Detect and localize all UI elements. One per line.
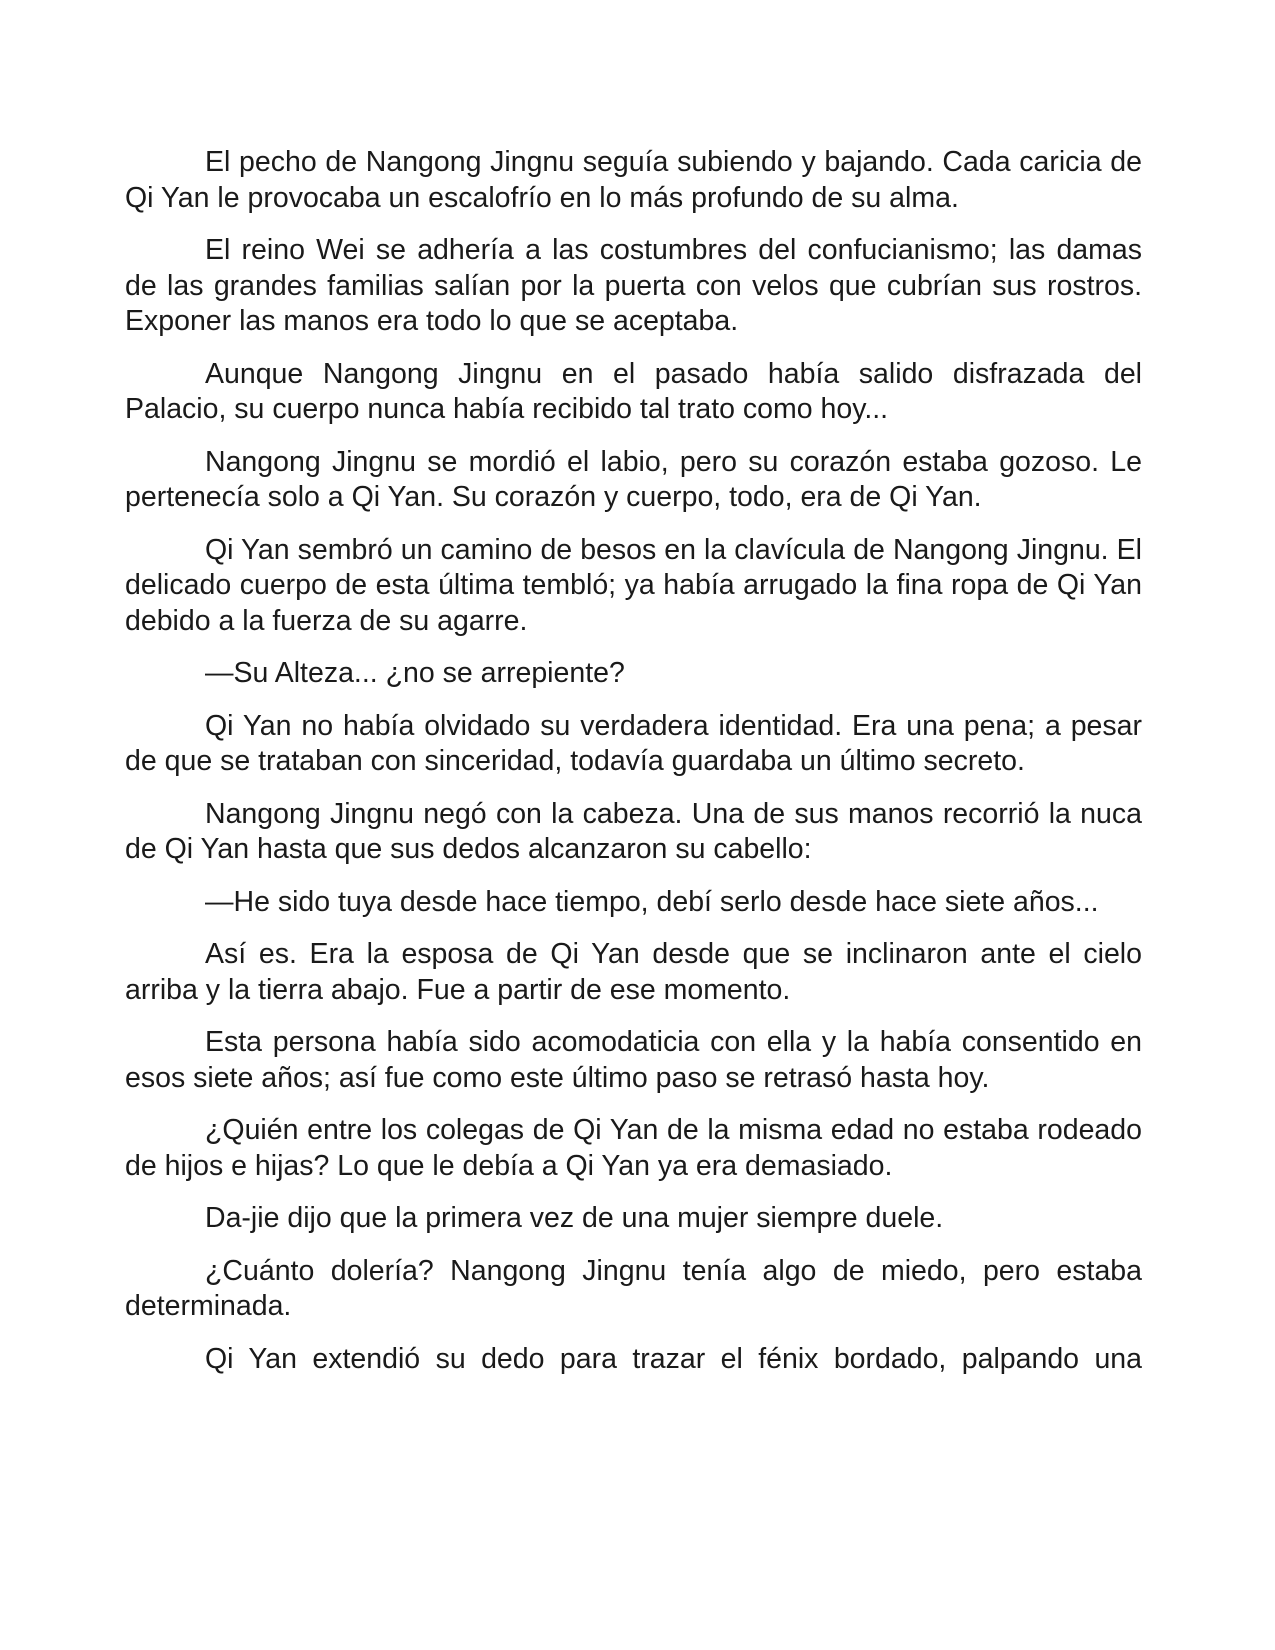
paragraph: El pecho de Nangong Jingnu seguía subiendo y bajando. Cada caricia de Qi Yan le provocaba un escalofrío en lo más profundo de su alma. bbox=[125, 146, 1142, 214]
paragraph: Qi Yan no había olvidado su verdadera identidad. Era una pena; a pesar de que se trataban con sinceridad, todavía guardaba un último secreto. bbox=[125, 709, 1142, 777]
paragraph: Nangong Jingnu se mordió el labio, pero su corazón estaba gozoso. Le pertenecía solo a Qi Yan. Su corazón y cuerpo, todo, era de Qi Yan. bbox=[125, 445, 1142, 513]
dialogue-paragraph: —Su Alteza... ¿no se arrepiente? bbox=[205, 657, 625, 689]
paragraph: Esta persona había sido acomodaticia con ella y la había consentido en esos siete años; así fue como este último paso se retrasó hasta hoy. bbox=[125, 1026, 1142, 1094]
paragraph: Da-jie dijo que la primera vez de una mujer siempre duele. bbox=[205, 1202, 944, 1234]
paragraph: Así es. Era la esposa de Qi Yan desde que se inclinaron ante el cielo arriba y la tierra abajo. Fue a partir de ese momento. bbox=[125, 938, 1142, 1006]
paragraph: Qi Yan extendió su dedo para trazar el fénix bordado, palpando una bbox=[205, 1342, 1142, 1375]
paragraph: ¿Quién entre los colegas de Qi Yan de la misma edad no estaba rodeado de hijos e hijas? Lo que le debía a Qi Yan ya era demasiado. bbox=[125, 1114, 1142, 1182]
paragraph: Aunque Nangong Jingnu en el pasado había salido disfrazada del Palacio, su cuerpo nunca había recibido tal trato como hoy... bbox=[125, 357, 1142, 425]
paragraph: El reino Wei se adhería a las costumbres del confucianismo; las damas de las grandes familias salían por la puerta con velos que cubrían sus rostros. Exponer las manos era todo lo que se aceptaba. bbox=[125, 234, 1142, 337]
body-text bbox=[125, 145, 1142, 1394]
paragraph: Qi Yan sembró un camino de besos en la clavícula de Nangong Jingnu. El delicado cuerpo de esta última tembló; ya había arrugado la fina ropa de Qi Yan debido a la fuerza de su agarre. bbox=[125, 533, 1142, 637]
dialogue-paragraph: —He sido tuya desde hace tiempo, debí serlo desde hace siete años... bbox=[205, 885, 1099, 918]
paragraph: Nangong Jingnu negó con la cabeza. Una de sus manos recorrió la nuca de Qi Yan hasta que sus dedos alcanzaron su cabello: bbox=[125, 797, 1142, 865]
paragraph: ¿Cuánto dolería? Nangong Jingnu tenía algo de miedo, pero estaba determinada. bbox=[125, 1254, 1142, 1322]
